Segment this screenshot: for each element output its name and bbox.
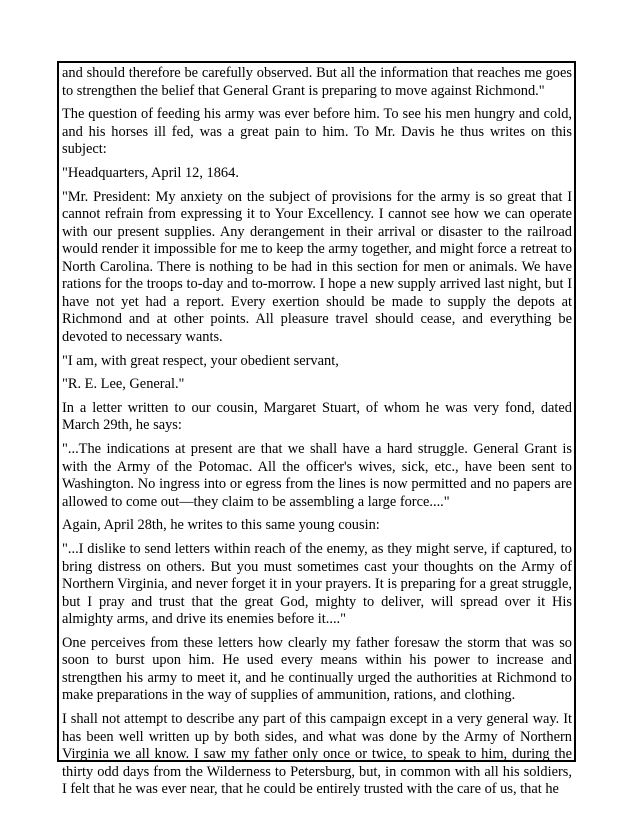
paragraph: "...The indications at present are that we shall have a hard struggle. General Grant is with the Army of the Potomac. All the officer's wives, sick, etc., have been sent to Washington. No ingress into or egress from the lines is now permitted and no papers are allowed to come out—they claim to be assembling a large force...." [62,441,572,510]
paragraph: One perceives from these letters how clearly my father foresaw the storm that was so soon to burst upon him. He used every means within his power to increase and strengthen his army to meet it, and he continually urged the authorities at Richmond to make preparations in the way of supplies of ammunition, rations, and clothing. [62,634,572,704]
paragraph: "R. E. Lee, General." [62,376,185,393]
paragraph: Again, April 28th, he writes to this same young cousin: [62,517,380,534]
paragraph: The question of feeding his army was ever before him. To see his men hungry and cold, and his horses ill fed, was a great pain to him. To Mr. Davis he thus writes on this subject: [62,106,572,158]
paragraph: and should therefore be carefully observed. But all the information that reaches me goes to strengthen the belief that General Grant is preparing to move against Richmond." [62,65,572,99]
paragraph: "Headquarters, April 12, 1864. [62,164,239,181]
paragraph: "I am, with great respect, your obedient servant, [62,352,339,369]
page-text [59,63,574,799]
paragraph: In a letter written to our cousin, Margaret Stuart, of whom he was very fond, dated March 29th, he says: [62,399,572,434]
page-frame [57,61,576,798]
paragraph: "Mr. President: My anxiety on the subject of provisions for the army is so great that I cannot refrain from expressing it to Your Excellency. I cannot see how we can operate with our present supplies. Any derangement in their arrival or disaster to the railroad would render it impossible for me to keep the army together, and might force a retreat to North Carolina. There is nothing to be had in this section for men or animals. We have rations for the troops to-day and to-morrow. I hope a new supply arrived last night, but I have not yet had a report. Every exertion should be made to supply the depots at Richmond and at other points. All pleasure travel should cease, and everything be devoted to necessary wants. [62,188,572,345]
paragraph: "...I dislike to send letters within reach of the enemy, as they might serve, if captured, to bring distress on others. But you must sometimes cast your thoughts on the Army of Northern Virginia, and never forget it in your prayers. It is preparing for a great struggle, but I pray and trust that the great God, mighty to deliver, will spread over it His almighty arms, and drive its enemies before it...." [62,540,572,628]
paragraph: I shall not attempt to describe any part of this campaign except in a very general way. It has been well written up by both sides, and what was done by the Army of Northern Virginia we all know. I saw my father only once or twice, to speak to him, during the thirty odd days from the Wilderness to Petersburg, but, in common with all his soldiers, I felt that he was ever near, that he could be entirely trusted with the care of us, that he [62,711,572,798]
